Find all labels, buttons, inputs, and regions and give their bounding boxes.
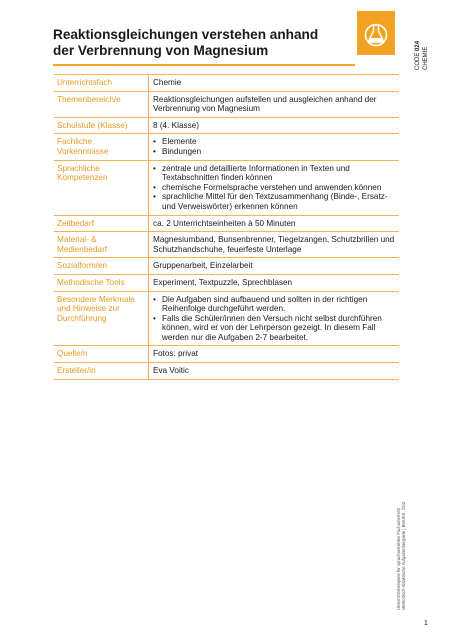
- row-label: Zeitbedarf: [54, 215, 149, 232]
- list-item: • zentrale und detaillierte Informationen in Texten und Textabschnitten finden können: [153, 164, 396, 183]
- table-row: [54, 75, 399, 92]
- table-row: [54, 346, 399, 363]
- list-item: • Falls die Schüler/innen den Versuch nicht selbst durchführen können, wird er von der Lehrperson gezeigt. In diesem Fall werden nur die Aufgaben 2-7 bearbeitet.: [153, 314, 396, 343]
- table-row: [54, 232, 399, 258]
- list-item: • sprachliche Mittel für den Textzusammenhang (Binde-, Ersatz- und Verweiswörter) erkennen können: [153, 192, 396, 211]
- list-item: • Elemente: [153, 137, 396, 147]
- code-badge: [414, 10, 438, 70]
- row-label: Ersteller/in: [54, 363, 149, 380]
- code-label: CODE: [415, 52, 421, 70]
- bullet-list: [153, 137, 396, 156]
- row-value: Fotos: privat: [149, 346, 400, 363]
- lesson-info-table: [54, 74, 399, 380]
- table-row: [54, 134, 399, 160]
- row-label: Sozialform/en: [54, 258, 149, 275]
- row-value: Reaktionsgleichungen aufstellen und ausgleichen anhand der Verbrennung von Magnesium: [149, 91, 400, 117]
- table-row: [54, 291, 399, 346]
- page-number: 1: [424, 620, 428, 627]
- row-value: ca. 2 Unterrichtseinheiten à 50 Minuten: [149, 215, 400, 232]
- table-row: [54, 258, 399, 275]
- row-label: Besondere Merkmale und Hinweise zur Durchführung: [54, 291, 149, 346]
- table-row: [54, 91, 399, 117]
- bullet-list: [153, 164, 396, 212]
- series-publisher: Methodisch-didaktische Aufgabenbeispiele | BMUKK, ÖSZ: [401, 501, 407, 610]
- page-title: [53, 27, 353, 58]
- row-label: Unterrichtsfach: [54, 75, 149, 92]
- row-label: Themenbereich/e: [54, 91, 149, 117]
- row-label: Sprachliche Kompetenzen: [54, 160, 149, 215]
- row-label: Methodische Tools: [54, 274, 149, 291]
- list-item: • Die Aufgaben sind aufbauend und sollten in der richtigen Reihenfolge durchgeführt werden.: [153, 295, 396, 314]
- list-item: • Bindungen: [153, 147, 396, 157]
- list-item: • chemische Formelsprache verstehen und anwenden können: [153, 183, 396, 193]
- code-number: 024: [415, 40, 421, 51]
- row-label: Quelle/n: [54, 346, 149, 363]
- page-title-line-1: Reaktionsgleichungen verstehen anhand: [53, 27, 319, 42]
- subject-logo: [357, 11, 395, 55]
- row-value: Gruppenarbeit, Einzelarbeit: [149, 258, 400, 275]
- table-row: [54, 215, 399, 232]
- flask-icon: [357, 11, 395, 55]
- row-value: Chemie: [149, 75, 400, 92]
- table-row: [54, 117, 399, 134]
- series-title: Unterrichtsbeispiele für sprachsensiblen Fachunterricht: [396, 507, 401, 610]
- title-divider: [53, 64, 355, 66]
- row-value: Experiment, Textpuzzle, Sprechblasen: [149, 274, 400, 291]
- row-label: Schulstufe (Klasse): [54, 117, 149, 134]
- row-value: Magnesiumband, Bunsenbrenner, Tiegelzangen, Schutzbrillen und Schutzhandschuhe, feuerfeste Unterlage: [149, 232, 400, 258]
- bullet-list: [153, 295, 396, 343]
- page-title-line-2: der Verbrennung von Magnesium: [53, 42, 269, 58]
- table-row: [54, 160, 399, 215]
- table-row: [54, 363, 399, 380]
- table-row: [54, 274, 399, 291]
- subject-tag: CHEMIE: [423, 46, 429, 70]
- row-label: Material- & Medienbedarf: [54, 232, 149, 258]
- row-label: Fachliche Vorkenntnisse: [54, 134, 149, 160]
- row-value: 8 (4. Klasse): [149, 117, 400, 134]
- row-value: Eva Voitic: [149, 363, 400, 380]
- series-footer-note: [396, 470, 426, 610]
